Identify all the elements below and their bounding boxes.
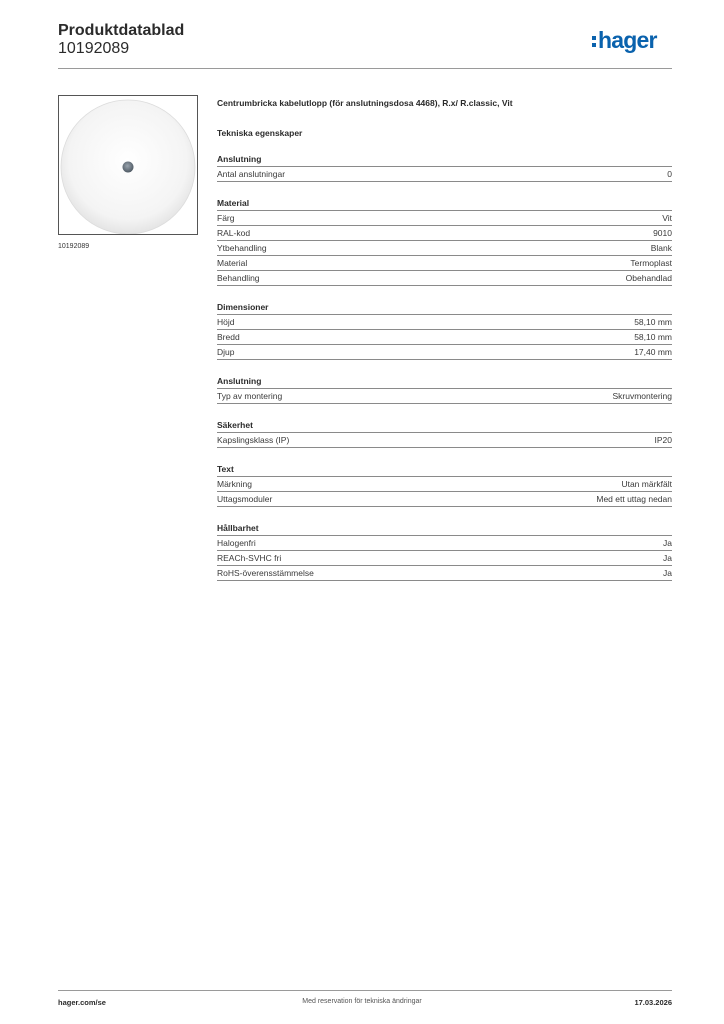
spec-row — [217, 226, 672, 241]
spec-value: 9010 — [653, 228, 672, 238]
spec-section — [217, 375, 672, 404]
document-title: Produktdatablad — [58, 22, 185, 39]
footer-disclaimer: Med reservation för tekniska ändringar — [302, 998, 422, 1005]
section-title: Dimensioner — [217, 301, 672, 315]
spec-section — [217, 522, 672, 581]
footer-date: 17.03.2026 — [634, 998, 672, 1007]
header-divider — [58, 68, 672, 69]
spec-row — [217, 241, 672, 256]
section-title: Anslutning — [217, 375, 672, 389]
spec-row — [217, 315, 672, 330]
spec-row — [217, 551, 672, 566]
spec-label: Antal anslutningar — [217, 169, 286, 179]
spec-row — [217, 271, 672, 286]
spec-value: Blank — [650, 243, 672, 253]
svg-text:hager: hager — [598, 27, 657, 53]
spec-value: Vit — [662, 213, 672, 223]
spec-row — [217, 566, 672, 581]
spec-value: Obehandlad — [625, 273, 672, 283]
spec-row — [217, 492, 672, 507]
spec-label: Djup — [217, 347, 235, 357]
product-details — [217, 97, 672, 581]
spec-row — [217, 167, 672, 182]
spec-label: Material — [217, 258, 248, 268]
spec-value: 58,10 mm — [634, 317, 672, 327]
spec-row — [217, 330, 672, 345]
spec-value: Termoplast — [630, 258, 672, 268]
spec-label: Behandling — [217, 273, 260, 283]
spec-value: Utan märkfält — [621, 479, 672, 489]
spec-label: Kapslingsklass (IP) — [217, 435, 290, 445]
spec-value: Ja — [663, 538, 672, 548]
section-title: Hållbarhet — [217, 522, 672, 536]
spec-row — [217, 433, 672, 448]
spec-section — [217, 301, 672, 360]
spec-value: Skruvmontering — [612, 391, 672, 401]
spec-row — [217, 477, 672, 492]
spec-label: Färg — [217, 213, 235, 223]
spec-label: Ytbehandling — [217, 243, 267, 253]
spec-value: Med ett uttag nedan — [596, 494, 672, 504]
footer-website: hager.com/se — [58, 998, 106, 1007]
spec-row — [217, 256, 672, 271]
section-title: Text — [217, 463, 672, 477]
product-name: Centrumbricka kabelutlopp (för anslutningsdosa 4468), R.x/ R.classic, Vit — [217, 98, 513, 108]
spec-label: REACh-SVHC fri — [217, 553, 282, 563]
spec-row — [217, 389, 672, 404]
section-title: Säkerhet — [217, 419, 672, 433]
spec-row — [217, 345, 672, 360]
spec-label: Typ av montering — [217, 391, 283, 401]
spec-label: Bredd — [217, 332, 240, 342]
spec-value: Ja — [663, 553, 672, 563]
spec-row — [217, 536, 672, 551]
technical-properties-heading: Tekniska egenskaper — [217, 128, 303, 138]
spec-section — [217, 419, 672, 448]
spec-label: Halogenfri — [217, 538, 256, 548]
spec-label: RAL-kod — [217, 228, 251, 238]
spec-label: RoHS-överensstämmelse — [217, 568, 314, 578]
spec-label: Höjd — [217, 317, 235, 327]
section-title: Material — [217, 197, 672, 211]
spec-section — [217, 463, 672, 507]
section-title: Anslutning — [217, 153, 672, 167]
spec-value: 0 — [667, 169, 672, 179]
spec-label: Märkning — [217, 479, 252, 489]
spec-row — [217, 211, 672, 226]
spec-value: IP20 — [654, 435, 672, 445]
spec-sections — [217, 153, 672, 581]
product-image — [58, 95, 198, 235]
article-number: 10192089 — [58, 40, 130, 57]
spec-label: Uttagsmoduler — [217, 494, 273, 504]
spec-value: 58,10 mm — [634, 332, 672, 342]
spec-section — [217, 197, 672, 286]
footer-divider — [58, 990, 672, 991]
spec-section — [217, 153, 672, 182]
spec-value: 17,40 mm — [634, 347, 672, 357]
hager-logo — [592, 27, 672, 57]
spec-value: Ja — [663, 568, 672, 578]
image-caption: 10192089 — [58, 243, 90, 250]
